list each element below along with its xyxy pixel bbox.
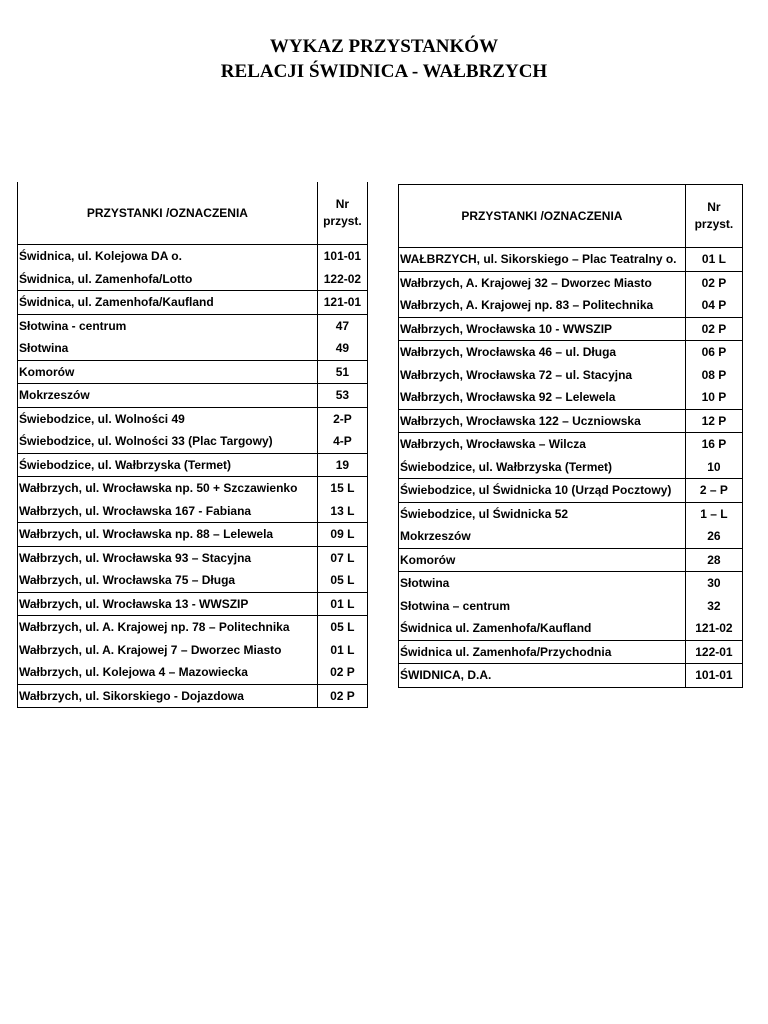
- stop-name-cell: Świdnica, ul. Zamenhofa/Kaufland: [18, 291, 318, 315]
- stop-number-cell: 05 L: [317, 616, 367, 639]
- stop-name-cell: Świdnica, ul. Zamenhofa/Lotto: [19, 271, 193, 286]
- table-row: [18, 291, 368, 315]
- table-row: [18, 546, 368, 569]
- stop-name-cell: Słotwina – centrum: [400, 598, 511, 613]
- stop-number-cell: 4-P: [317, 430, 367, 453]
- stop-name-cell: Wałbrzych, ul. Wrocławska 13 - WWSZIP: [18, 592, 318, 616]
- stop-number-cell: 2 – P: [685, 479, 742, 503]
- right-table-body: [399, 248, 743, 688]
- stop-name-cell: Świebodzice, ul Świdnicka 10 (Urząd Pocztowy): [399, 479, 686, 503]
- stop-name-cell: Wałbrzych, ul. Wrocławska np. 50 + Szczawienko: [18, 477, 318, 500]
- stop-number-cell: 02 P: [685, 317, 742, 341]
- stop-name-cell: Świebodzice, ul. Wałbrzyska (Termet): [18, 453, 318, 477]
- stop-number-cell: 08 P: [685, 364, 742, 387]
- table-row: [18, 523, 368, 547]
- stop-name-cell: Wałbrzych, Wrocławska 10 - WWSZIP: [399, 317, 686, 341]
- stop-name-cell: Wałbrzych, ul. Sikorskiego - Dojazdowa: [18, 684, 318, 708]
- stop-number-cell: 32: [685, 595, 742, 618]
- stop-name-cell: Świdnica ul. Zamenhofa/Przychodnia: [399, 640, 686, 664]
- stop-number-cell: 02 P: [317, 684, 367, 708]
- stop-number-cell: 01 L: [317, 639, 367, 662]
- header-stop-column: PRZYSTANKI /OZNACZENIA: [399, 185, 686, 248]
- stop-name-cell: Wałbrzych, Wrocławska – Wilcza: [399, 433, 686, 456]
- stop-name-cell: Świebodzice, ul Świdnicka 52: [399, 502, 686, 525]
- stop-name-cell: Świdnica, ul. Kolejowa DA o.: [18, 245, 318, 268]
- stop-number-cell: 47: [317, 314, 367, 337]
- table-row: [399, 572, 743, 595]
- table-row: [18, 407, 368, 430]
- table-row: [18, 384, 368, 408]
- header-nr-column: [685, 185, 742, 248]
- header-nr-line2: przyst.: [323, 214, 362, 228]
- table-row: [18, 661, 368, 684]
- table-row: [18, 453, 368, 477]
- stop-number-cell: 01 L: [317, 592, 367, 616]
- table-header-row: [399, 185, 743, 248]
- stop-number-cell: 07 L: [317, 546, 367, 569]
- stop-number-cell: 06 P: [685, 341, 742, 364]
- table-row: [18, 500, 368, 523]
- table-row: [18, 684, 368, 708]
- document-title: WYKAZ PRZYSTANKÓW: [269, 36, 499, 57]
- stop-number-cell: 05 L: [317, 569, 367, 592]
- header-nr-column: [317, 182, 367, 245]
- stop-number-cell: 101-01: [317, 245, 367, 268]
- table-row: [399, 317, 743, 341]
- stop-name-cell: Wałbrzych, ul. Wrocławska 167 - Fabiana: [19, 503, 252, 518]
- stop-number-cell: 02 P: [317, 661, 367, 684]
- stop-name-cell: WAŁBRZYCH, ul. Sikorskiego – Plac Teatralny o.: [399, 248, 686, 272]
- stop-name-cell: Wałbrzych, ul. Wrocławska 93 – Stacyjna: [18, 546, 318, 569]
- table-row: [399, 433, 743, 456]
- header-stop-column: PRZYSTANKI /OZNACZENIA: [86, 205, 248, 220]
- stop-number-cell: 53: [317, 384, 367, 408]
- table-row: [399, 409, 743, 433]
- document-subtitle: RELACJI ŚWIDNICA - WAŁBRZYCH: [220, 61, 548, 82]
- stop-number-cell: 10: [685, 456, 742, 479]
- stop-number-cell: 02 P: [685, 271, 742, 294]
- stop-name-cell: Wałbrzych, ul. A. Krajowej 7 – Dworzec Miasto: [19, 642, 282, 657]
- stop-number-cell: 15 L: [317, 477, 367, 500]
- table-row: [18, 430, 368, 453]
- stop-name-cell: Wałbrzych, A. Krajowej np. 83 – Politechnika: [400, 298, 654, 312]
- left-stops-table: [17, 182, 368, 708]
- stop-name-cell: Mokrzeszów: [400, 529, 471, 543]
- table-header-row: [18, 182, 368, 245]
- stop-number-cell: 1 – L: [685, 502, 742, 525]
- stop-number-cell: 13 L: [317, 500, 367, 523]
- stop-number-cell: 30: [685, 572, 742, 595]
- stop-name-cell: Wałbrzych, ul. Wrocławska 75 – Długa: [19, 573, 236, 587]
- table-row: [399, 502, 743, 525]
- table-row: [399, 617, 743, 640]
- stop-number-cell: 2-P: [317, 407, 367, 430]
- table-row: [18, 592, 368, 616]
- stop-name-cell: Komorów: [399, 548, 686, 572]
- table-row: [399, 525, 743, 548]
- header-nr-line1: Nr: [707, 200, 721, 214]
- stop-name-cell: Wałbrzych, ul. Wrocławska np. 88 – Lelewela: [18, 523, 318, 547]
- stop-name-cell: Świebodzice, ul. Wolności 49: [18, 407, 318, 430]
- table-row: [399, 364, 743, 387]
- stop-name-cell: Słotwina: [19, 341, 69, 355]
- table-row: [399, 664, 743, 688]
- stop-name-cell: Świdnica ul. Zamenhofa/Kaufland: [400, 621, 592, 635]
- stop-number-cell: 26: [685, 525, 742, 548]
- table-row: [18, 245, 368, 268]
- header-nr-line1: Nr: [335, 197, 350, 211]
- stop-number-cell: 01 L: [685, 248, 742, 272]
- stop-name-cell: Wałbrzych, ul. A. Krajowej np. 78 – Politechnika: [18, 616, 318, 639]
- table-row: [18, 616, 368, 639]
- stop-name-cell: Świebodzice, ul. Wałbrzyska (Termet): [400, 459, 613, 474]
- stop-number-cell: 28: [685, 548, 742, 572]
- table-row: [399, 341, 743, 364]
- stop-name-cell: Wałbrzych, Wrocławska 122 – Uczniowska: [399, 409, 686, 433]
- stop-number-cell: 04 P: [685, 294, 742, 317]
- table-row: [399, 271, 743, 294]
- stop-name-cell: Słotwina: [399, 572, 686, 595]
- stop-number-cell: 16 P: [685, 433, 742, 456]
- stop-number-cell: 12 P: [685, 409, 742, 433]
- stop-number-cell: 121-02: [685, 617, 742, 640]
- stop-name-cell: Wałbrzych, Wrocławska 92 – Lelewela: [400, 390, 616, 404]
- table-row: [399, 294, 743, 317]
- stop-number-cell: 51: [317, 360, 367, 384]
- table-row: [18, 639, 368, 662]
- stop-name-cell: Mokrzeszów: [18, 384, 318, 408]
- stop-name-cell: Wałbrzych, Wrocławska 72 – ul. Stacyjna: [400, 367, 633, 382]
- table-row: [399, 548, 743, 572]
- stop-number-cell: 101-01: [685, 664, 742, 688]
- table-row: [18, 337, 368, 360]
- stop-number-cell: 49: [317, 337, 367, 360]
- header-nr-line2: przyst.: [694, 217, 734, 231]
- stop-name-cell: Wałbrzych, Wrocławska 46 – ul. Długa: [399, 341, 686, 364]
- stop-number-cell: 09 L: [317, 523, 367, 547]
- stop-name-cell: Wałbrzych, A. Krajowej 32 – Dworzec Miasto: [399, 271, 686, 294]
- table-row: [18, 360, 368, 384]
- stop-name-cell: Komorów: [18, 360, 318, 384]
- left-table-body: [18, 245, 368, 708]
- table-row: [399, 456, 743, 479]
- table-row: [399, 479, 743, 503]
- stop-number-cell: 10 P: [685, 386, 742, 409]
- stop-name-cell: Wałbrzych, ul. Kolejowa 4 – Mazowiecka: [19, 665, 248, 679]
- table-row: [18, 477, 368, 500]
- stop-number-cell: 122-02: [317, 268, 367, 291]
- stop-name-cell: ŚWIDNICA, D.A.: [399, 664, 686, 688]
- stop-number-cell: 121-01: [317, 291, 367, 315]
- table-row: [18, 268, 368, 291]
- table-row: [399, 595, 743, 618]
- stop-name-cell: Słotwina - centrum: [18, 314, 318, 337]
- stop-name-cell: Świebodzice, ul. Wolności 33 (Plac Targowy): [19, 434, 273, 448]
- table-row: [18, 314, 368, 337]
- table-row: [399, 386, 743, 409]
- right-stops-table: [398, 184, 743, 688]
- stop-number-cell: 122-01: [685, 640, 742, 664]
- table-row: [18, 569, 368, 592]
- stop-number-cell: 19: [317, 453, 367, 477]
- table-row: [399, 640, 743, 664]
- table-row: [399, 248, 743, 272]
